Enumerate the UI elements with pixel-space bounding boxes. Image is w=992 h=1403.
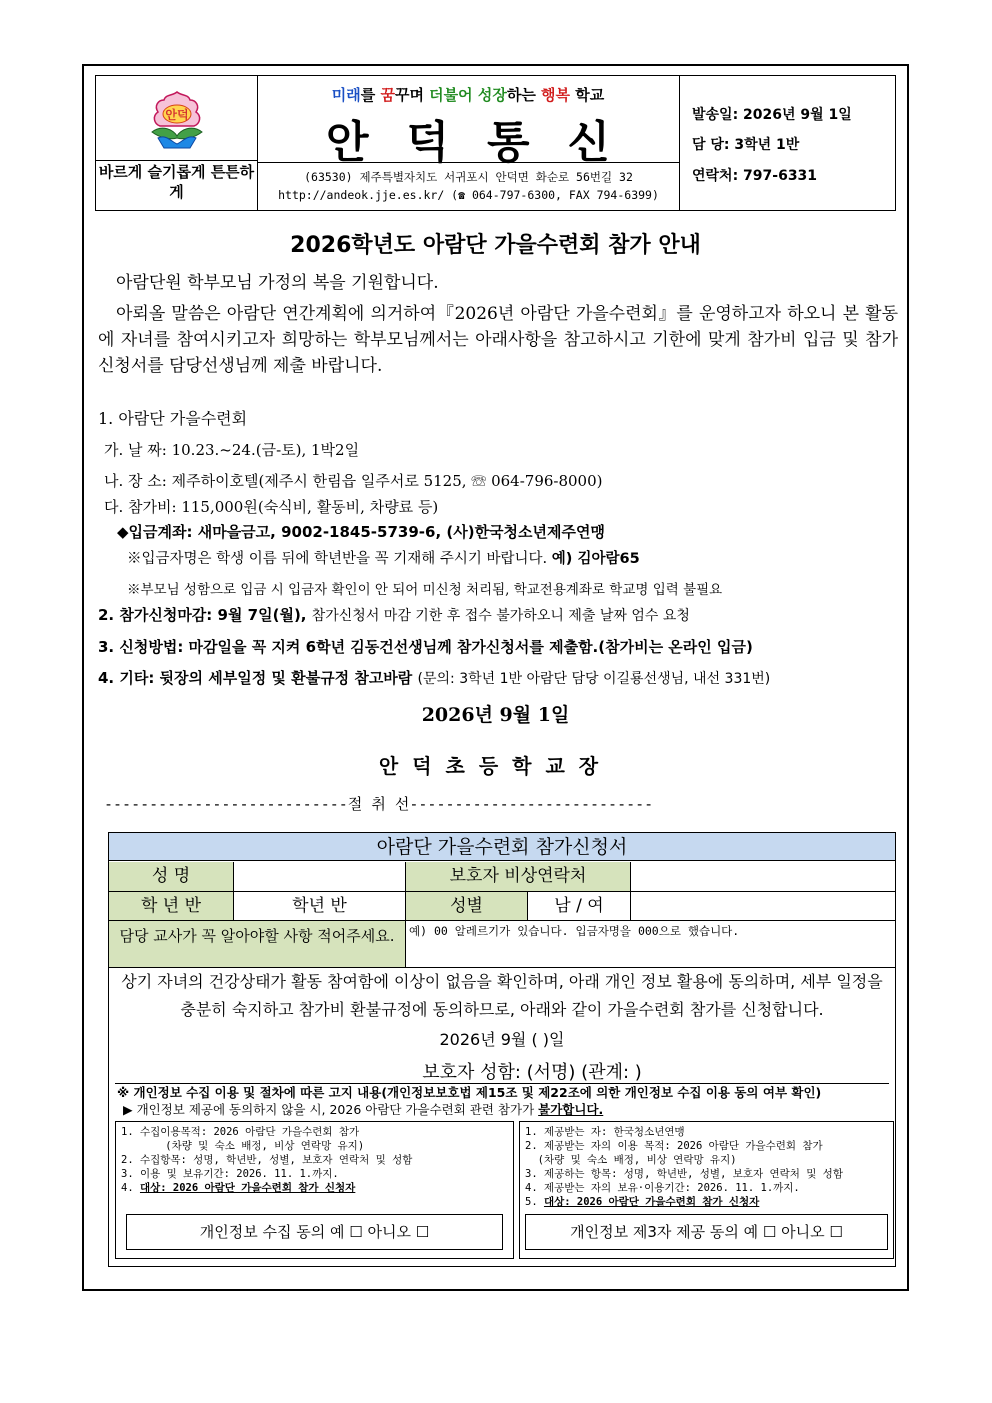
consent-statement [109,968,895,1087]
privacy-notice-heading: ※ 개인정보 수집 이용 및 절차에 따른 고지 내용(개인정보보호법 제15조 및 제22조에 의한 개인정보 수집 이용 동의 여부 확인) [117,1085,822,1100]
intro-paragraph: 아뢰올 말씀은 아람단 연간계획에 의거하여『2026년 아람단 가을수련회』를 운영하고자 하오니 본 활동에 자녀를 참여시키고자 희망하는 학부모님께서는 아래사항을 참고하시고 기한에 맞게 참가비 입금 및 참가 신청서를 담당선생님께 제출 바랍니다. [98,304,898,376]
note-example: 예) 김아람65 [551,551,640,567]
privacy-notice [115,1083,889,1119]
slogan-word: 를 [360,86,381,104]
contact: 연락처: 797-6331 [692,168,818,184]
consent-item: (차량 및 숙소 배정, 비상 연락망 유지) [525,1154,737,1166]
item-1-place: 나. 장 소: 제주하이호텔(제주시 한림읍 일주서로 5125, ☏ 064-796-8000) [104,472,603,490]
item-4-other [98,667,770,688]
collect-agree-checkbox[interactable]: 개인정보 수집 동의 예 ☐ 아니오 ☐ [126,1214,503,1250]
slogan-word: 학교 [570,86,605,104]
empty-cell [631,892,895,921]
principal-signature: 안덕초등학교장 [378,754,613,778]
consent-item: 4. 대상: 2026 아람단 가을수련회 참가 신청자 [121,1182,356,1194]
consent-item: 1. 수집이용목적: 2026 아람단 가을수련회 참가 [121,1126,360,1138]
logo-text: 안덕 [165,108,189,122]
note-depositor-name [127,547,640,568]
consent-item: 5. 대상: 2026 아람단 가을수련회 참가 신청자 [525,1196,760,1208]
bank-account: ◆입금계좌: 새마을금고, 9002-1845-5739-6, (사)한국청소년제주연맹 [117,523,605,541]
slogan-word: 더불어 [429,86,478,104]
consent-item: 3. 제공하는 항목: 성명, 학년반, 성별, 보호자 연락처 및 성함 [525,1168,843,1180]
thirdparty-agree-checkbox[interactable]: 개인정보 제3자 제공 동의 예 ☐ 아니오 ☐ [525,1214,888,1250]
document-title: 2026학년도 아람단 가을수련회 참가 안내 [290,233,701,258]
slogan-word: 꿈 [380,86,395,104]
newsletter-title: 안덕통신 [325,117,648,168]
school-motto: 바르게 슬기롭게 튼튼하게 [98,163,255,201]
website-phone-line: http://andeok.jje.es.kr/ (☎ 064-797-6300, FAX 794-6399) [278,188,659,202]
cut-line: ---------------------------절 취 선--------------------------- [104,795,654,813]
school-emblem-icon [144,88,210,154]
item-1-heading: 1. 아람단 가을수련회 [98,409,248,428]
thirdparty-items [525,1125,888,1209]
slogan-word: 성장 [477,86,507,104]
guardian-phone-field[interactable] [631,862,895,892]
school-slogan [258,84,678,105]
title-cell [258,76,680,210]
consent-item: 4. 제공받는 자의 보유·이용기간: 2026. 11. 1.까지. [525,1182,800,1194]
consent-item: 3. 이용 및 보유기간: 2026. 11. 1.까지. [121,1168,339,1180]
form-title: 아람단 가을수련회 참가신청서 [109,833,895,861]
consent-item: (차량 및 숙소 배정, 비상 연락망 유지) [121,1140,365,1152]
teacher-note-label: 담당 교사가 꼭 알아야할 사항 적어주세요. [109,921,406,968]
publish-date: 발송일: 2026년 9월 1일 [692,107,852,123]
grade-label: 학 년 반 [109,892,234,921]
document-date: 2026년 9월 1일 [421,704,570,726]
item-2-deadline [98,604,690,625]
note-text: ※입금자명은 학생 이름 뒤에 학년반을 꼭 기재해 주시기 바랍니다. [127,551,552,567]
teacher-note-field[interactable]: 예) 00 알레르기가 있습니다. 입금자명을 000으로 했습니다. [406,921,895,968]
collect-items [121,1125,508,1195]
gender-label: 성별 [406,892,528,921]
slogan-word: 행복 [541,86,571,104]
divider [258,162,679,163]
gender-field[interactable]: 남 / 여 [528,892,631,921]
slogan-word: 꾸며 [394,86,430,104]
greeting: 아람단원 학부모님 가정의 복을 기원합니다. [116,273,439,293]
name-label: 성 명 [109,862,234,892]
name-field[interactable] [234,862,406,892]
guardian-phone-label: 보호자 비상연락처 [406,862,631,892]
item-3-method: 3. 신청방법: 마감일을 꼭 지켜 6학년 김동건선생님께 참가신청서를 제출함.(참가비는 온라인 입금) [98,638,753,656]
item-1-fee: 다. 참가비: 115,000원(숙식비, 활동비, 차량료 등) [104,498,439,516]
grade-field[interactable]: 학년 반 [234,892,406,921]
consent-text: 상기 자녀의 건강상태가 활동 참여함에 이상이 없음을 확인하며, 아래 개인 정보 활용에 동의하며, 세부 일정을 충분히 숙지하고 참가비 환불규정에 동의하므로, 아래와 같이 가을수련회 참가를 신청합니다. [121,972,883,1019]
slogan-word: 하는 [506,86,542,104]
application-date: 2026년 9월 ( )일 [439,1030,565,1049]
info-cell [680,76,895,210]
manager: 담 당: 3학년 1반 [692,137,800,153]
divider [96,160,257,161]
inquiry-note: (문의: 3학년 1반 아람단 담당 이길룡선생님, 내선 331번) [417,671,771,687]
deadline-label: 2. 참가신청마감: 9월 7일(월), [98,606,312,624]
consent-item: 1. 제공받는 자: 한국청소년연맹 [525,1126,685,1138]
application-form [108,832,896,1267]
consent-item: 2. 제공받는 자의 이용 목적: 2026 아람단 가을수련회 참가 [525,1140,823,1152]
privacy-warning [115,1101,889,1118]
collect-consent-box [115,1121,514,1259]
warning-text: ▶ 개인정보 제공에 동의하지 않을 시, 2026 아람단 가을수련회 관련 참가가 [123,1102,539,1117]
logo-cell [96,76,258,210]
consent-item: 2. 수집항목: 성명, 학년반, 성별, 보호자 연락처 및 성함 [121,1154,413,1166]
other-label: 4. 기타: 뒷장의 세부일정 및 환불규정 참고바람 [98,669,418,687]
item-1-date: 가. 날 짜: 10.23.~24.(금-토), 1박2일 [104,441,360,459]
address-line: (63530) 제주특별자치도 서귀포시 안덕면 화순로 56번길 32 [304,170,633,184]
note-parent-name: ※부모님 성함으로 입금 시 입금자 확인이 안 되어 미신청 처리됨, 학교전용계좌로 학교명 입력 불필요 [127,582,723,598]
slogan-word: 미래 [331,86,361,104]
deadline-note: 참가신청서 마감 기한 후 접수 불가하오니 제출 날짜 엄수 요청 [311,608,690,624]
warning-emphasis: 불가합니다. [538,1102,604,1117]
school-address [258,168,679,204]
newsletter-header [95,75,896,211]
guardian-signature: 보호자 성함: (서명) (관계: ) [422,1062,642,1083]
thirdparty-consent-box [519,1121,894,1259]
